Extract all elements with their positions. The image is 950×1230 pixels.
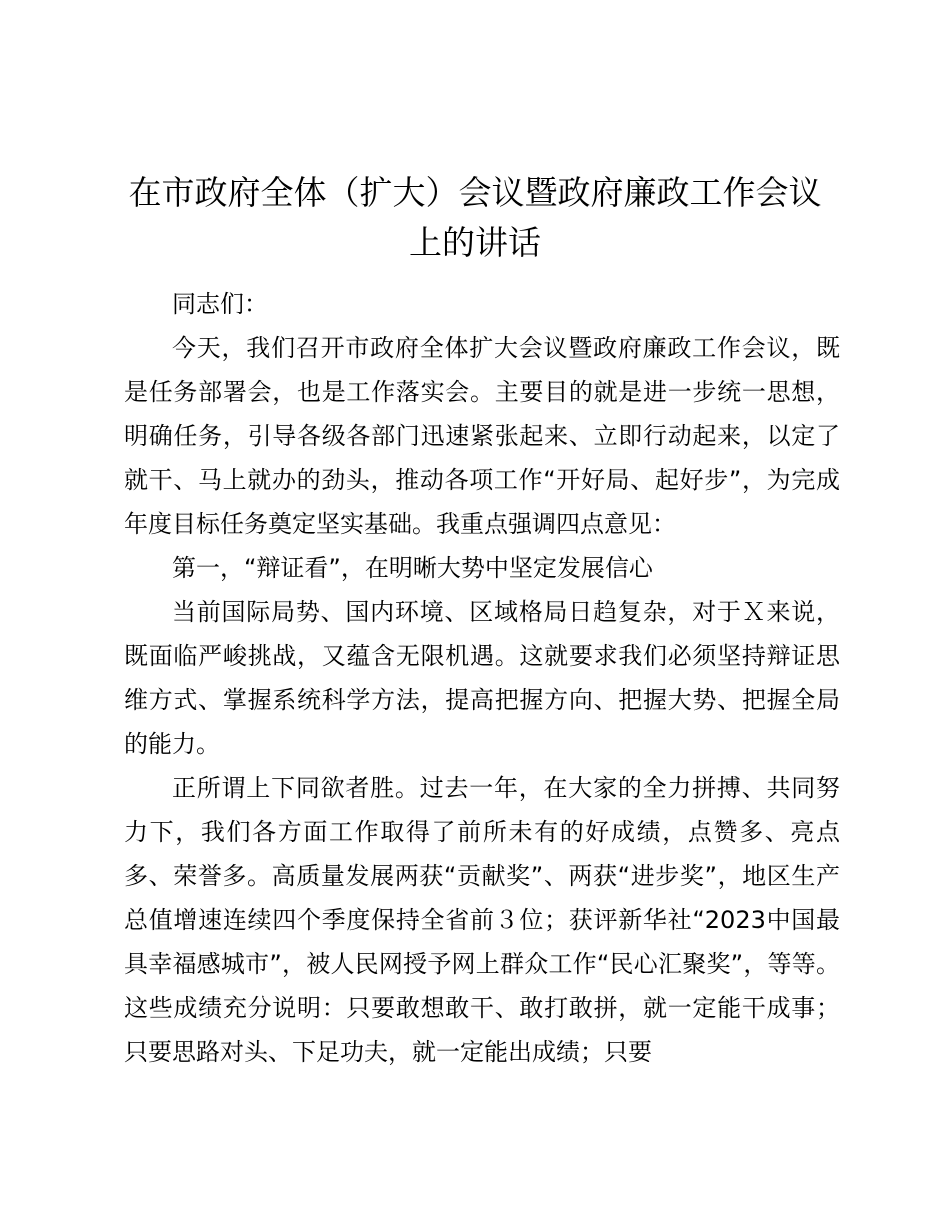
paragraph-intro: 今天，我们召开市政府全体扩大会议暨政府廉政工作会议，既是任务部署会，也是工作落实会。主要目的就是进一步统一思想，明确任务，引导各级各部门迅速紧张起来、立即行动起来，以定了就干、马上就办的劲头，推动各项工作“开好局、起好步”，为完成年度目标任务奠定坚实基础。我重点强调四点意见： [124, 334, 840, 538]
paragraph-situation: 当前国际局势、国内环境、区域格局日趋复杂，对于Ｘ来说，既面临严峻挑战，又蕴含无限机遇。这就要求我们必须坚持辩证思维方式、掌握系统科学方法，提高把握方向、把握大势、把握全局的能力。 [124, 598, 840, 758]
salutation: 同志们： [172, 290, 268, 318]
document-body [124, 282, 840, 1074]
document-title: 在市政府全体（扩大）会议暨政府廉政工作会议上的讲话 [128, 173, 822, 262]
section-heading-first: 第一，“辩证看”，在明晰大势中坚定发展信心 [172, 554, 653, 582]
paragraph-achievements: 正所谓上下同欲者胜。过去一年，在大家的全力拼搏、共同努力下，我们各方面工作取得了前所未有的好成绩，点赞多、亮点多、荣誉多。高质量发展两获“贡献奖”、两获“进步奖”，地区生产总值增速连续四个季度保持全省前３位；获评新华社“2023中国最具幸福感城市”，被人民网授予网上群众工作“民心汇聚奖”，等等。这些成绩充分说明：只要敢想敢干、敢打敢拼，就一定能干成事；只要思路对头、下足功夫，就一定能出成绩；只要 [124, 774, 840, 1066]
